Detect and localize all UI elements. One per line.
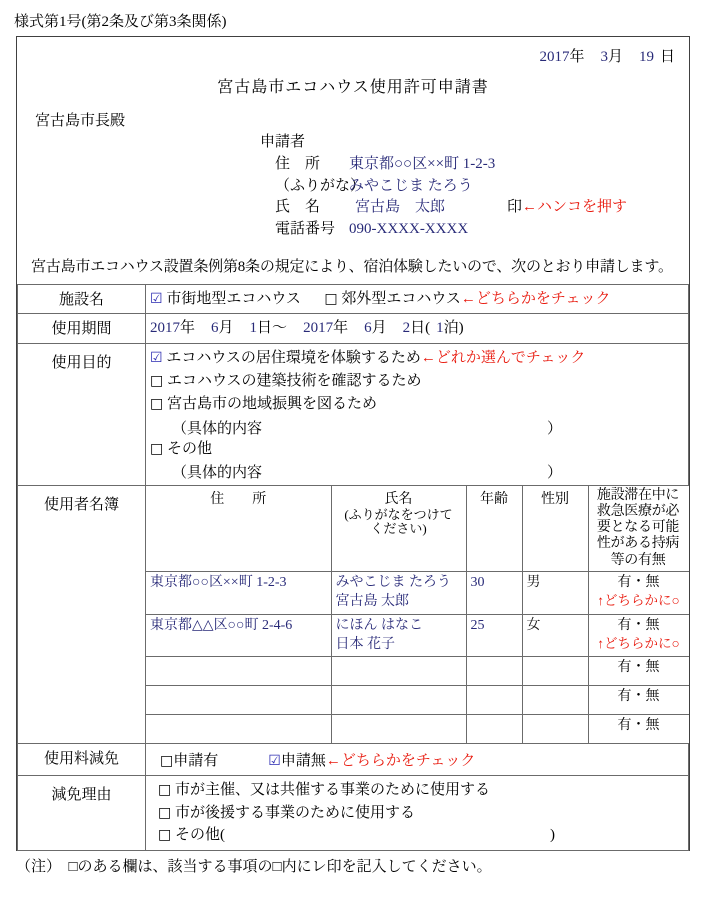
roster-row-1-address: 東京都△△区○○町 2-4-6 — [150, 617, 293, 633]
roster-row-1-kana: にほん はなこ — [335, 617, 423, 633]
roster-cell-medical[interactable] — [588, 686, 689, 715]
purpose-options-cell — [146, 343, 689, 485]
form-number: 様式第1号(第2条及び第3条関係) — [14, 14, 227, 30]
period-end-day: 2 — [402, 320, 411, 337]
period-nights-close: ) — [458, 320, 464, 337]
roster-cell-medical[interactable] — [588, 657, 689, 686]
period-end-year: 2017 — [303, 320, 334, 337]
table-row — [146, 686, 689, 715]
roster-cell-address[interactable] — [146, 571, 331, 614]
roster-col-address: 住 所 — [146, 486, 331, 572]
roster-header-row — [146, 486, 689, 572]
roster-cell-gender[interactable] — [522, 657, 588, 686]
seal-annotation: ←ハンコを押す — [522, 199, 628, 216]
facility-annotation: ←どちらかをチェック — [460, 290, 611, 307]
purpose-option-2-detail-close[interactable]: ） — [547, 420, 563, 437]
purpose-option-1-label: エコハウスの建築技術を確認するため — [166, 373, 422, 389]
fee-reduction-option-0-label: 申請有 — [173, 753, 219, 770]
roster-cell-address[interactable] — [146, 686, 331, 715]
roster-col-age: 年齢 — [466, 486, 522, 572]
roster-cell-name[interactable] — [331, 686, 466, 715]
applicant-phone-value: 090-XXXX-XXXX — [349, 221, 469, 237]
table-row — [146, 715, 689, 744]
period-label: 使用期間 — [18, 314, 146, 344]
period-start-year: 2017 — [150, 320, 180, 337]
roster-row-1-age: 25 — [470, 617, 485, 633]
purpose-option-3 — [150, 438, 684, 461]
period-end-month-unit: 月 — [371, 320, 387, 337]
applicant-phone-row — [17, 219, 689, 241]
roster-cell-age[interactable] — [466, 686, 522, 715]
purpose-option-2 — [150, 393, 684, 416]
roster-col-gender: 性別 — [522, 486, 588, 572]
header-date-day: 19 — [638, 49, 654, 65]
applicant-furigana-value: みやこじま たろう — [349, 177, 473, 194]
reduction-reason-option-1 — [150, 802, 684, 825]
fee-reduction-row — [18, 744, 689, 776]
reduction-reason-option-2-detail[interactable]: ) — [549, 827, 555, 844]
purpose-option-1-checkbox[interactable]: □ — [150, 373, 164, 389]
roster-cell-address[interactable] — [146, 657, 331, 686]
period-end-month: 6 — [364, 320, 372, 337]
roster-cell-gender[interactable] — [522, 715, 588, 744]
reduction-reason-option-0-label: 市が主催、又は共催する事業のために使用する — [174, 782, 490, 799]
reduction-reason-option-0-checkbox[interactable]: □ — [158, 782, 172, 799]
reduction-reason-label: 減免理由 — [18, 776, 146, 851]
roster-table-cell — [146, 485, 689, 744]
roster-col-name-sub1: (ふりがなをつけて — [344, 506, 453, 522]
facility-option-0-checkbox[interactable]: ☑ — [150, 290, 163, 307]
roster-row-0-age: 30 — [470, 574, 485, 590]
fee-reduction-option-0-checkbox[interactable]: □ — [160, 753, 174, 770]
applicant-address-row — [17, 154, 689, 176]
header-date-day-unit: 日 — [659, 49, 675, 65]
roster-row-0-name: 宮古島 太郎 — [335, 593, 409, 609]
period-end-day-unit: 日 — [410, 320, 426, 337]
purpose-option-1 — [150, 370, 684, 393]
purpose-option-3-detail-close[interactable]: ） — [547, 464, 563, 481]
table-row — [146, 571, 689, 614]
roster-row-1-gender: 女 — [526, 617, 541, 633]
reduction-reason-option-0 — [150, 779, 684, 802]
roster-row-1-medical: 有・無 — [617, 617, 660, 633]
period-nights: 1 — [436, 320, 444, 337]
roster-cell-address[interactable] — [146, 715, 331, 744]
roster-row-4-medical: 有・無 — [617, 718, 660, 734]
roster-row-3-medical: 有・無 — [617, 689, 660, 705]
roster-col-medical: 施設滞在中に救急医療が必要となる可能性がある持病等の有無 — [588, 486, 689, 572]
form-sheet — [16, 36, 690, 851]
applicant-address-label: 住 所 — [275, 155, 321, 172]
reduction-reason-options-cell — [146, 776, 689, 851]
period-tilde: ～ — [272, 320, 288, 337]
reduction-reason-row — [18, 776, 689, 851]
applicant-section-label: 申請者 — [260, 134, 306, 150]
roster-cell-medical[interactable] — [588, 614, 689, 657]
form-header — [17, 37, 689, 284]
header-date — [17, 37, 689, 68]
roster-col-name — [331, 486, 466, 572]
roster-row-2-medical: 有・無 — [617, 660, 660, 676]
addressee: 宮古島市長殿 — [35, 113, 126, 129]
purpose-option-3-label: その他 — [166, 440, 212, 457]
roster-row-0-kana: みやこじま たろう — [335, 574, 451, 590]
applicant-name-row — [17, 197, 689, 219]
roster-cell-age[interactable] — [466, 571, 522, 614]
roster-row-0-medical: 有・無 — [617, 574, 660, 590]
statement-text: 宮古島市エコハウス設置条例第8条の規定により、宿泊体験したいので、次のとおり申請します。 — [31, 258, 673, 275]
fee-reduction-annotation: ←どちらかをチェック — [325, 753, 476, 770]
table-row — [146, 657, 689, 686]
reduction-reason-option-2-label: その他( — [174, 827, 225, 844]
period-nights-unit: 泊 — [443, 320, 459, 337]
roster-cell-gender[interactable] — [522, 614, 588, 657]
fee-reduction-options-cell — [146, 744, 689, 776]
period-end-year-unit: 年 — [333, 320, 349, 337]
purpose-annotation: ←どれか選んでチェック — [420, 349, 586, 366]
purpose-row — [18, 343, 689, 485]
applicant-furigana-row — [17, 176, 689, 198]
purpose-option-0-label: エコハウスの居住環境を体験するため — [166, 349, 421, 366]
header-date-month: 3 — [600, 49, 608, 65]
roster-row-1-name: 日本 花子 — [335, 636, 395, 652]
roster-label: 使用者名簿 — [18, 485, 146, 744]
fee-reduction-option-1-checkbox[interactable]: ☑ — [268, 753, 281, 770]
roster-cell-age[interactable] — [466, 715, 522, 744]
facility-label: 施設名 — [18, 284, 146, 314]
facility-options-cell — [146, 284, 689, 314]
seal-mark: 印 — [507, 199, 523, 216]
table-row — [146, 614, 689, 657]
roster-cell-name[interactable] — [331, 657, 466, 686]
form-table — [17, 284, 689, 851]
purpose-label: 使用目的 — [18, 343, 146, 485]
reduction-reason-option-2-checkbox[interactable]: □ — [158, 827, 172, 844]
applicant-address-value: 東京都○○区××町 1-2-3 — [349, 155, 496, 172]
facility-option-0-label: 市街地型エコハウス — [166, 290, 301, 307]
applicant-name-label: 氏 名 — [275, 199, 321, 216]
roster-row-0-gender: 男 — [526, 574, 541, 590]
header-date-month-unit: 月 — [607, 49, 623, 65]
period-row — [18, 314, 689, 344]
applicant-phone-label: 電話番号 — [275, 221, 336, 237]
facility-option-1-checkbox[interactable]: □ — [324, 290, 338, 307]
footnote: （注） □のある欄は、該当する事項の□内にレ印を記入してください。 — [16, 859, 492, 875]
purpose-option-0 — [150, 347, 684, 370]
period-start-month: 6 — [211, 320, 219, 337]
applicant-furigana-label: （ふりがな） — [275, 177, 366, 194]
roster-row — [18, 485, 689, 744]
document-title: 宮古島市エコハウス使用許可申請書 — [217, 79, 489, 96]
roster-cell-medical[interactable] — [588, 715, 689, 744]
roster-row-0-medical-note: ↑どちらかに○ — [597, 593, 680, 609]
roster-cell-gender[interactable] — [522, 686, 588, 715]
reduction-reason-option-1-label: 市が後援する事業のために使用する — [174, 804, 415, 821]
roster-cell-name[interactable] — [331, 715, 466, 744]
roster-col-name-sub2: ください) — [370, 521, 427, 537]
header-date-year: 2017 — [539, 49, 570, 65]
purpose-option-3-detail-label: （具体的内容 — [172, 464, 263, 481]
roster-cell-age[interactable] — [466, 657, 522, 686]
applicant-block — [17, 130, 689, 241]
roster-cell-medical[interactable] — [588, 571, 689, 614]
header-date-year-unit: 年 — [569, 49, 585, 65]
roster-cell-gender[interactable] — [522, 571, 588, 614]
roster-cell-address[interactable] — [146, 614, 331, 657]
fee-reduction-option-1-label: 申請無 — [280, 753, 326, 770]
period-start-day: 1 — [249, 320, 258, 337]
roster-cell-name[interactable] — [331, 614, 466, 657]
purpose-option-2-label: 宮古島市の地域振興を図るため — [166, 396, 377, 413]
purpose-option-0-checkbox[interactable]: ☑ — [150, 349, 163, 366]
roster-col-name-main: 氏名 — [384, 491, 413, 507]
period-value-cell — [146, 314, 689, 344]
purpose-option-3-detail — [150, 461, 684, 482]
period-start-year-unit: 年 — [180, 320, 196, 337]
roster-cell-name[interactable] — [331, 571, 466, 614]
applicant-name-value: 宮古島 太郎 — [355, 199, 446, 216]
reduction-reason-option-2 — [150, 824, 684, 847]
fee-reduction-label: 使用料減免 — [18, 744, 146, 776]
facility-row — [18, 284, 689, 314]
facility-option-1-label: 郊外型エコハウス — [341, 290, 461, 307]
purpose-option-2-checkbox[interactable]: □ — [150, 396, 164, 413]
reduction-reason-option-1-checkbox[interactable]: □ — [158, 804, 172, 821]
purpose-option-3-checkbox[interactable]: □ — [150, 440, 164, 457]
period-nights-open: ( — [425, 320, 431, 337]
roster-row-0-address: 東京都○○区××町 1-2-3 — [150, 574, 287, 590]
purpose-option-2-detail — [150, 417, 684, 438]
period-start-day-unit: 日 — [257, 320, 273, 337]
period-start-month-unit: 月 — [218, 320, 234, 337]
purpose-option-2-detail-label: （具体的内容 — [172, 420, 263, 437]
roster-row-1-medical-note: ↑どちらかに○ — [597, 635, 680, 651]
roster-cell-age[interactable] — [466, 614, 522, 657]
roster-table — [146, 486, 689, 744]
